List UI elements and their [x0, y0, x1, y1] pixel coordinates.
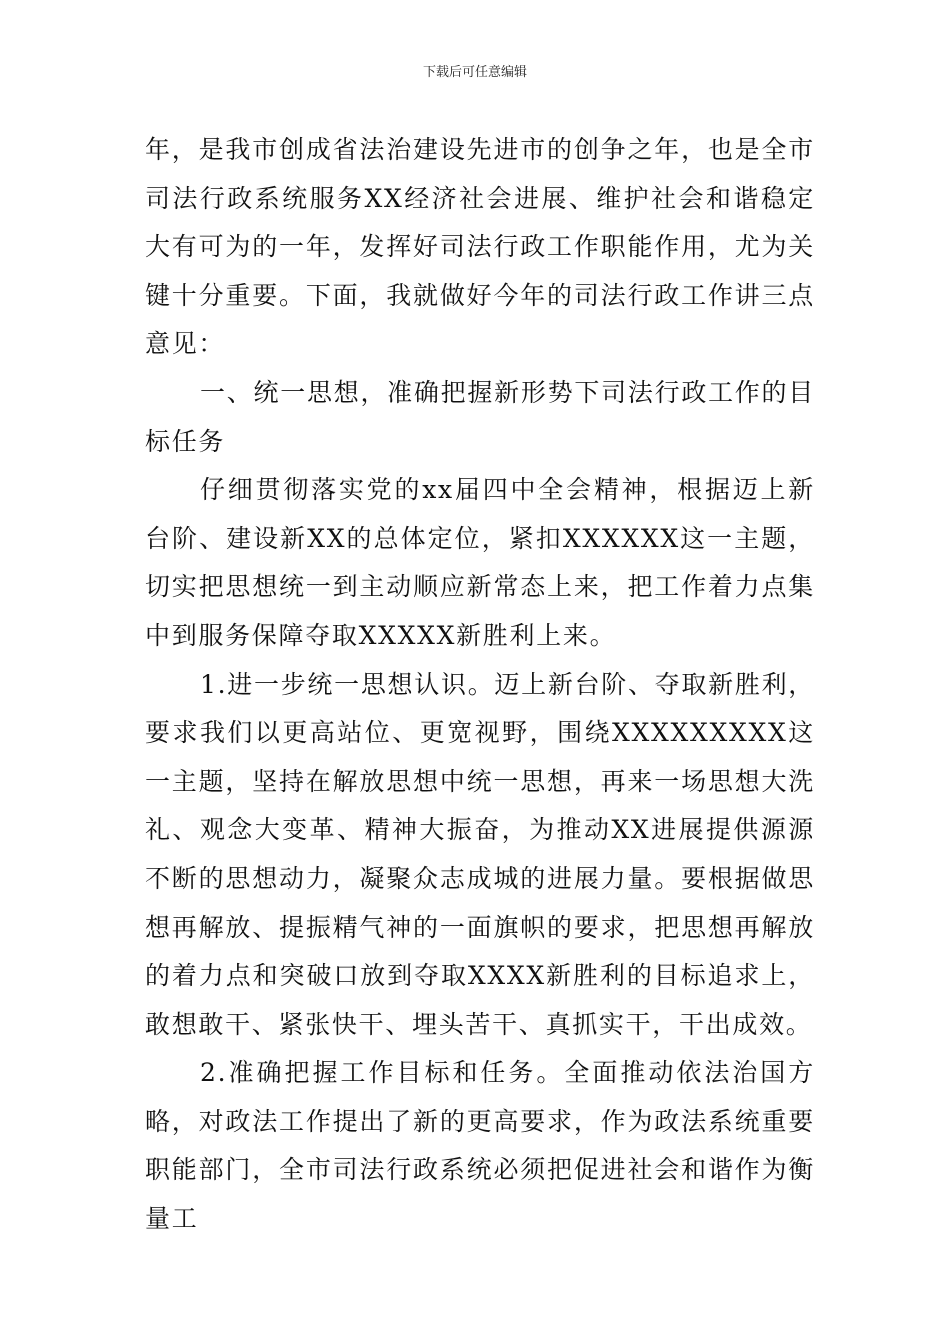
page-header-note: 下载后可任意编辑: [422, 65, 527, 80]
section-heading-1: 一、统一思想，准确把握新形势下司法行政工作的目标任务: [145, 377, 815, 456]
paragraph-item-2: 2.准确把握工作目标和任务。全面推动依法治国方略，对政法工作提出了新的更高要求，作为政法系统重要职能部门，全市司法行政系统必须把促进社会和谐作为衡量工: [145, 1058, 815, 1234]
document-body: [145, 126, 815, 1244]
paragraph-item-1: 1.进一步统一思想认识。迈上新台阶、夺取新胜利，要求我们以更高站位、更宽视野，围绕XXXXXXXXX这一主题，坚持在解放思想中统一思想，再来一场思想大洗礼、观念大变革、精神大振奋，为推动XX进展提供源源不断的思想动力，凝聚众志成城的进展力量。要根据做思想再解放、提振精气神的一面旗帜的要求，把思想再解放的着力点和突破口放到夺取XXXX新胜利的目标追求上，敢想敢干、紧张快干、埋头苦干、真抓实干，干出成效。: [145, 669, 815, 1039]
paragraph-2: 仔细贯彻落实党的xx届四中全会精神，根据迈上新台阶、建设新XX的总体定位，紧扣XXXXXX这一主题，切实把思想统一到主动顺应新常态上来，把工作着力点集中到服务保障夺取XXXXX新胜利上来。: [145, 475, 815, 650]
paragraph-1: 年，是我市创成省法治建设先进市的创争之年，也是全市司法行政系统服务XX经济社会进展、维护社会和谐稳定大有可为的一年，发挥好司法行政工作职能作用，尤为关键十分重要。下面，我就做好今年的司法行政工作讲三点意见：: [145, 135, 815, 359]
